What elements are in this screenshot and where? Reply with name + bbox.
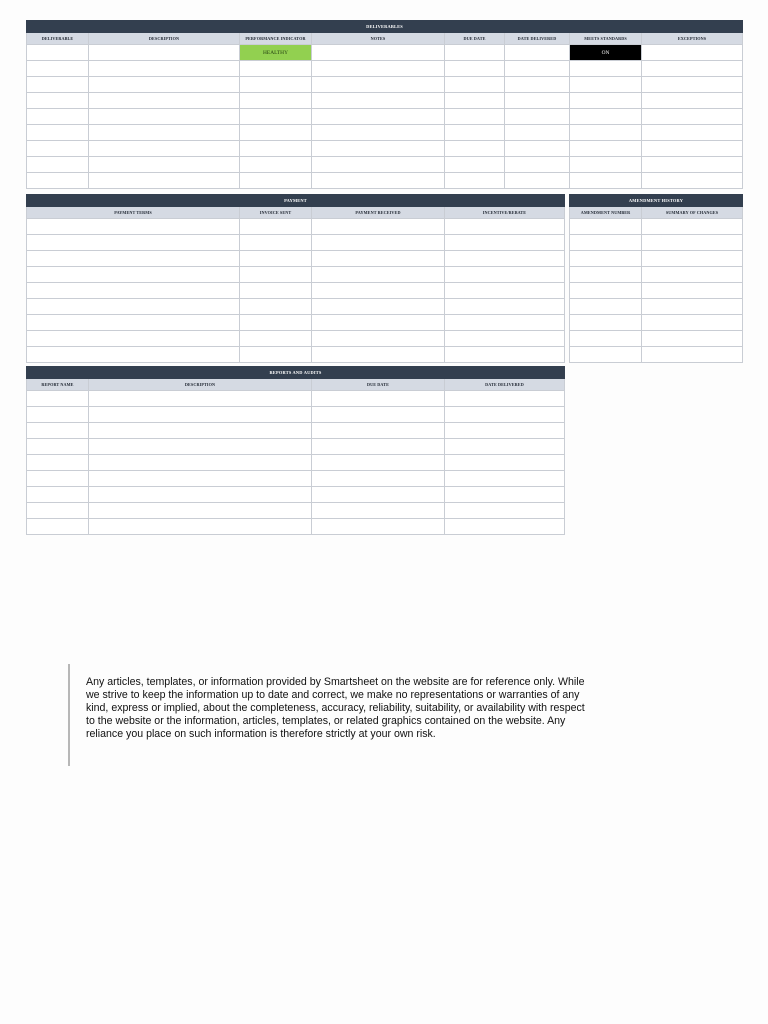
cell[interactable] xyxy=(570,77,642,93)
cell[interactable] xyxy=(312,455,445,471)
cell[interactable] xyxy=(312,331,445,347)
cell[interactable] xyxy=(312,109,445,125)
cell[interactable] xyxy=(570,157,642,173)
table-row xyxy=(27,125,743,141)
cell[interactable] xyxy=(240,315,312,331)
table-row xyxy=(27,109,743,125)
cell[interactable] xyxy=(27,173,89,189)
cell[interactable] xyxy=(570,93,642,109)
col-due-date: DUE DATE xyxy=(445,33,505,45)
col-payment-received: PAYMENT RECEIVED xyxy=(312,207,445,219)
table-row xyxy=(27,407,565,423)
cell[interactable] xyxy=(240,173,312,189)
cell[interactable] xyxy=(570,283,642,299)
cell[interactable] xyxy=(445,267,565,283)
table-row xyxy=(27,503,565,519)
cell[interactable] xyxy=(642,251,743,267)
table-row xyxy=(27,283,565,299)
cell[interactable] xyxy=(240,347,312,363)
cell[interactable] xyxy=(27,423,89,439)
cell[interactable] xyxy=(570,173,642,189)
payment-table xyxy=(26,194,565,363)
cell[interactable] xyxy=(445,299,565,315)
col-invoice-sent: INVOICE SENT xyxy=(240,207,312,219)
cell[interactable] xyxy=(642,219,743,235)
cell[interactable] xyxy=(27,157,89,173)
table-row xyxy=(27,141,743,157)
cell[interactable] xyxy=(27,487,89,503)
cell[interactable] xyxy=(89,471,312,487)
cell[interactable] xyxy=(642,125,743,141)
cell[interactable] xyxy=(240,157,312,173)
cell[interactable] xyxy=(445,125,505,141)
table-row xyxy=(570,299,743,315)
cell[interactable] xyxy=(89,503,312,519)
table-row xyxy=(27,93,743,109)
cell[interactable] xyxy=(240,235,312,251)
cell[interactable] xyxy=(445,283,565,299)
table-row xyxy=(570,235,743,251)
cell[interactable] xyxy=(312,77,445,93)
table-row xyxy=(27,235,565,251)
col-performance-indicator: PERFORMANCE INDICATOR xyxy=(240,33,312,45)
cell[interactable] xyxy=(445,391,565,407)
cell[interactable] xyxy=(312,93,445,109)
deliverables-title: DELIVERABLES xyxy=(27,21,743,33)
cell[interactable] xyxy=(27,125,89,141)
table-row xyxy=(27,157,743,173)
table-row xyxy=(27,519,565,535)
cell[interactable] xyxy=(312,471,445,487)
cell[interactable] xyxy=(27,347,240,363)
table-row xyxy=(570,331,743,347)
cell[interactable] xyxy=(89,157,240,173)
amendment-history-title: AMENDMENT HISTORY xyxy=(570,195,743,207)
cell[interactable] xyxy=(312,141,445,157)
cell[interactable] xyxy=(505,141,570,157)
cell[interactable] xyxy=(642,315,743,331)
table-row xyxy=(27,173,743,189)
cell[interactable] xyxy=(445,45,505,61)
cell[interactable] xyxy=(312,267,445,283)
cell[interactable] xyxy=(505,77,570,93)
cell[interactable] xyxy=(445,141,505,157)
cell[interactable] xyxy=(240,125,312,141)
cell[interactable] xyxy=(642,141,743,157)
table-row xyxy=(27,471,565,487)
cell[interactable] xyxy=(445,173,505,189)
cell[interactable] xyxy=(505,93,570,109)
cell[interactable] xyxy=(445,109,505,125)
table-row xyxy=(27,331,565,347)
cell[interactable] xyxy=(312,45,445,61)
cell[interactable] xyxy=(89,391,312,407)
table-row xyxy=(27,77,743,93)
cell[interactable] xyxy=(445,503,565,519)
cell[interactable] xyxy=(240,299,312,315)
table-row xyxy=(27,45,743,61)
table-row xyxy=(27,439,565,455)
disclaimer-text: Any articles, templates, or information provided by Smartsheet on the website are for reference only. While we strive to keep the information up to date and correct, we make no representations or warranties of any kind, express or implied, about the completeness, accuracy, reliability, suitability, or availability with respect to the website or the information, articles, templates, or related graphics contained on the website. Any reliance you place on such information is therefore strictly at your own risk. xyxy=(68,664,588,766)
cell[interactable] xyxy=(312,439,445,455)
cell[interactable] xyxy=(312,125,445,141)
cell[interactable] xyxy=(89,439,312,455)
cell[interactable] xyxy=(312,251,445,267)
performance-indicator-cell[interactable]: HEALTHY xyxy=(240,45,312,61)
cell[interactable] xyxy=(445,487,565,503)
cell[interactable] xyxy=(312,407,445,423)
cell[interactable] xyxy=(27,315,240,331)
cell[interactable] xyxy=(89,77,240,93)
cell[interactable] xyxy=(642,93,743,109)
table-row xyxy=(27,347,565,363)
cell[interactable] xyxy=(570,219,642,235)
cell[interactable] xyxy=(505,45,570,61)
cell[interactable] xyxy=(505,157,570,173)
cell[interactable] xyxy=(642,61,743,77)
cell[interactable] xyxy=(445,471,565,487)
col-incentive-rebate: INCENTIVE/REBATE xyxy=(445,207,565,219)
cell[interactable] xyxy=(27,407,89,423)
cell[interactable] xyxy=(445,423,565,439)
cell[interactable] xyxy=(27,109,89,125)
cell[interactable] xyxy=(240,283,312,299)
cell[interactable] xyxy=(27,219,240,235)
cell[interactable] xyxy=(240,61,312,77)
cell[interactable] xyxy=(312,283,445,299)
cell[interactable] xyxy=(445,331,565,347)
cell[interactable] xyxy=(312,487,445,503)
cell[interactable] xyxy=(445,347,565,363)
cell[interactable] xyxy=(445,235,565,251)
cell[interactable] xyxy=(642,235,743,251)
cell[interactable] xyxy=(570,267,642,283)
cell[interactable] xyxy=(570,61,642,77)
cell[interactable] xyxy=(312,503,445,519)
col-payment-terms: PAYMENT TERMS xyxy=(27,207,240,219)
cell[interactable] xyxy=(312,423,445,439)
cell[interactable] xyxy=(312,235,445,251)
reports-and-audits-table xyxy=(26,366,565,535)
cell[interactable] xyxy=(89,487,312,503)
cell[interactable] xyxy=(27,267,240,283)
cell[interactable] xyxy=(505,125,570,141)
cell[interactable] xyxy=(445,77,505,93)
table-row xyxy=(27,487,565,503)
cell[interactable] xyxy=(27,45,89,61)
cell[interactable] xyxy=(570,235,642,251)
table-row xyxy=(570,219,743,235)
cell[interactable] xyxy=(27,455,89,471)
cell[interactable] xyxy=(89,407,312,423)
table-row xyxy=(27,219,565,235)
table-row xyxy=(27,315,565,331)
table-row xyxy=(27,251,565,267)
table-row xyxy=(570,283,743,299)
cell[interactable] xyxy=(27,439,89,455)
cell[interactable] xyxy=(642,157,743,173)
table-row xyxy=(570,347,743,363)
amendment-history-table xyxy=(569,194,743,363)
cell[interactable] xyxy=(570,251,642,267)
cell[interactable] xyxy=(505,109,570,125)
cell[interactable] xyxy=(27,283,240,299)
cell[interactable] xyxy=(89,125,240,141)
table-row xyxy=(27,267,565,283)
cell[interactable] xyxy=(312,347,445,363)
cell[interactable] xyxy=(445,439,565,455)
col-due-date: DUE DATE xyxy=(312,379,445,391)
cell[interactable] xyxy=(27,235,240,251)
cell[interactable] xyxy=(445,407,565,423)
cell[interactable] xyxy=(27,77,89,93)
table-row xyxy=(27,423,565,439)
cell[interactable] xyxy=(27,503,89,519)
cell[interactable] xyxy=(570,109,642,125)
cell[interactable] xyxy=(445,519,565,535)
cell[interactable] xyxy=(240,267,312,283)
col-date-delivered: DATE DELIVERED xyxy=(445,379,565,391)
col-summary-of-changes: SUMMARY OF CHANGES xyxy=(642,207,743,219)
cell[interactable] xyxy=(642,299,743,315)
table-row xyxy=(27,61,743,77)
table-row xyxy=(27,455,565,471)
table-row xyxy=(27,299,565,315)
cell[interactable] xyxy=(89,45,240,61)
cell[interactable] xyxy=(445,251,565,267)
cell[interactable] xyxy=(505,61,570,77)
cell[interactable] xyxy=(240,109,312,125)
cell[interactable] xyxy=(642,45,743,61)
reports-and-audits-title: REPORTS AND AUDITS xyxy=(27,367,565,379)
cell[interactable] xyxy=(27,251,240,267)
cell[interactable] xyxy=(642,109,743,125)
cell[interactable] xyxy=(27,141,89,157)
col-deliverable: DELIVERABLE xyxy=(27,33,89,45)
cell[interactable] xyxy=(642,331,743,347)
cell[interactable] xyxy=(642,267,743,283)
cell[interactable] xyxy=(27,93,89,109)
cell[interactable] xyxy=(240,219,312,235)
cell[interactable] xyxy=(89,519,312,535)
cell[interactable] xyxy=(445,157,505,173)
cell[interactable] xyxy=(570,299,642,315)
col-meets-standards: MEETS STANDARDS xyxy=(570,33,642,45)
cell[interactable] xyxy=(642,173,743,189)
cell[interactable] xyxy=(89,93,240,109)
cell[interactable] xyxy=(27,519,89,535)
cell[interactable] xyxy=(445,61,505,77)
table-row xyxy=(570,315,743,331)
cell[interactable] xyxy=(642,283,743,299)
cell[interactable] xyxy=(240,93,312,109)
cell[interactable] xyxy=(505,173,570,189)
col-date-delivered: DATE DELIVERED xyxy=(505,33,570,45)
cell[interactable] xyxy=(312,157,445,173)
cell[interactable] xyxy=(27,61,89,77)
cell[interactable] xyxy=(89,455,312,471)
cell[interactable] xyxy=(240,331,312,347)
table-row xyxy=(570,267,743,283)
col-description: DESCRIPTION xyxy=(89,379,312,391)
cell[interactable] xyxy=(27,391,89,407)
cell[interactable] xyxy=(642,347,743,363)
col-notes: NOTES xyxy=(312,33,445,45)
col-amendment-number: AMENDMENT NUMBER xyxy=(570,207,642,219)
cell[interactable] xyxy=(445,93,505,109)
cell[interactable] xyxy=(312,315,445,331)
cell[interactable] xyxy=(312,219,445,235)
cell[interactable] xyxy=(445,315,565,331)
cell[interactable] xyxy=(89,423,312,439)
table-row xyxy=(27,391,565,407)
cell[interactable] xyxy=(312,519,445,535)
cell[interactable] xyxy=(312,299,445,315)
cell[interactable] xyxy=(89,61,240,77)
cell[interactable] xyxy=(445,219,565,235)
meets-standards-cell[interactable]: ON xyxy=(570,45,642,61)
col-report-name: REPORT NAME xyxy=(27,379,89,391)
cell[interactable] xyxy=(27,299,240,315)
cell[interactable] xyxy=(642,77,743,93)
payment-title: PAYMENT xyxy=(27,195,565,207)
cell[interactable] xyxy=(445,455,565,471)
cell[interactable] xyxy=(570,125,642,141)
cell[interactable] xyxy=(27,331,240,347)
col-description: DESCRIPTION xyxy=(89,33,240,45)
cell[interactable] xyxy=(27,471,89,487)
cell[interactable] xyxy=(570,347,642,363)
deliverables-table xyxy=(26,20,743,189)
cell[interactable] xyxy=(312,61,445,77)
cell[interactable] xyxy=(312,173,445,189)
cell[interactable] xyxy=(89,109,240,125)
cell[interactable] xyxy=(570,315,642,331)
cell[interactable] xyxy=(89,141,240,157)
col-exceptions: EXCEPTIONS xyxy=(642,33,743,45)
cell[interactable] xyxy=(312,391,445,407)
cell[interactable] xyxy=(570,331,642,347)
cell[interactable] xyxy=(570,141,642,157)
cell[interactable] xyxy=(89,173,240,189)
cell[interactable] xyxy=(240,141,312,157)
table-row xyxy=(570,251,743,267)
cell[interactable] xyxy=(240,251,312,267)
cell[interactable] xyxy=(240,77,312,93)
